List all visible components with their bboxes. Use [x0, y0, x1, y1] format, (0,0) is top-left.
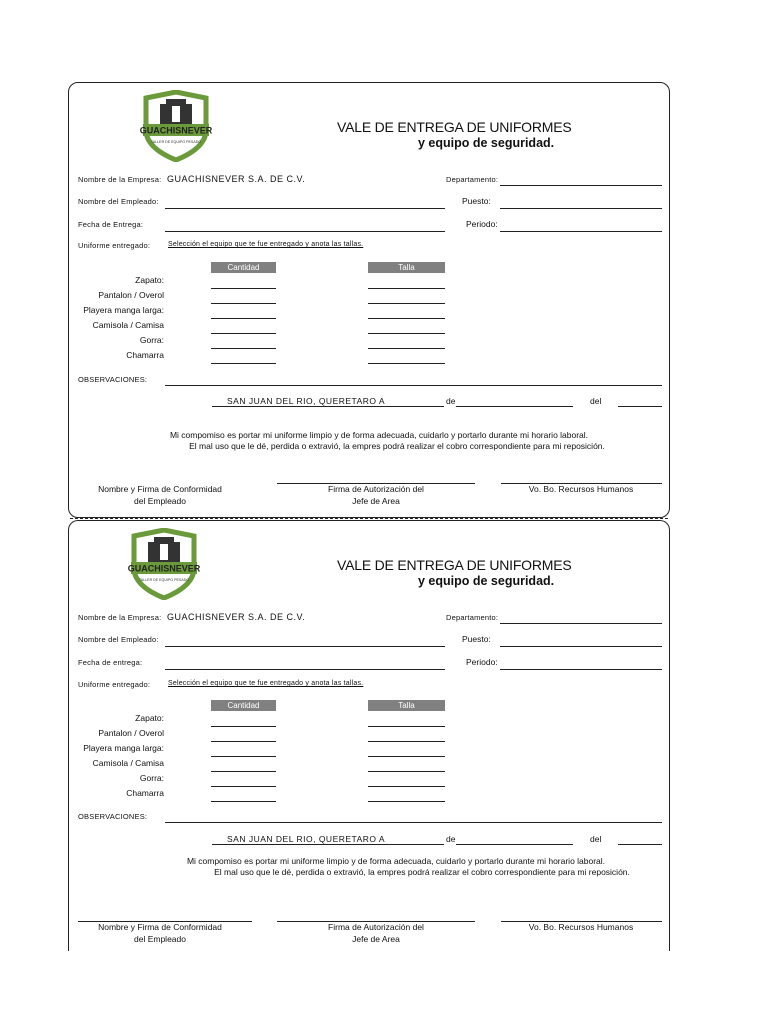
talla-field[interactable]	[368, 288, 445, 289]
talla-field[interactable]	[368, 363, 445, 364]
cantidad-field[interactable]	[211, 801, 276, 802]
departamento-field[interactable]	[500, 623, 662, 624]
company-logo	[126, 528, 202, 600]
empleado-field[interactable]	[165, 646, 445, 647]
lugar-line	[212, 844, 444, 845]
form-title: VALE DE ENTREGA DE UNIFORMES	[337, 119, 572, 135]
empleado-field[interactable]	[165, 208, 445, 209]
item-pantalon: Pantalon / Overol	[98, 290, 164, 300]
periodo-field[interactable]	[500, 669, 662, 670]
puesto-label: Puesto:	[462, 196, 491, 206]
logo-text: GUACHISNEVER	[127, 563, 201, 574]
talla-field[interactable]	[368, 333, 445, 334]
fecha-label: Fecha de entrega:	[78, 658, 143, 667]
puesto-field[interactable]	[500, 646, 662, 647]
del-label: del	[590, 396, 602, 406]
cantidad-field[interactable]	[211, 363, 276, 364]
observaciones-field[interactable]	[165, 822, 662, 823]
cantidad-field[interactable]	[211, 348, 276, 349]
puesto-label: Puesto:	[462, 634, 491, 644]
cut-line	[70, 518, 668, 519]
item-playera: Playera manga larga:	[83, 305, 164, 315]
firma-rh-label: Vo. Bo. Recursos Humanos	[528, 484, 634, 494]
cantidad-header: Cantidad	[211, 262, 276, 273]
observaciones-field[interactable]	[165, 385, 662, 386]
departamento-label: Departamento:	[446, 613, 499, 622]
compromiso-line-1: Mi compomiso es portar mi uniforme limpio y de forma adecuada, cuidarlo y portarlo durante mi horario laboral.	[186, 856, 606, 866]
firma-empleado-text-2: del Empleado	[134, 934, 186, 944]
fecha-label: Fecha de Entrega:	[78, 220, 144, 229]
logo-text: GUACHISNEVER	[139, 125, 213, 136]
empresa-value[interactable]: GUACHISNEVER S.A. DE C.V.	[167, 612, 306, 622]
talla-field[interactable]	[368, 786, 445, 787]
departamento-label: Departamento:	[446, 175, 499, 184]
anio-field[interactable]	[618, 844, 662, 845]
fecha-field[interactable]	[165, 669, 445, 670]
firma-empleado-text-2: del Empleado	[134, 496, 186, 506]
firma-empleado-text-1: Nombre y Firma de Conformidad	[98, 922, 222, 932]
item-gorra: Gorra:	[139, 335, 164, 345]
talla-header: Talla	[368, 262, 445, 273]
talla-field[interactable]	[368, 741, 445, 742]
cantidad-field[interactable]	[211, 726, 276, 727]
uniforme-note: Selección el equipo que te fue entregado y anota las tallas.	[168, 241, 364, 248]
observaciones-label: OBSERVACIONES:	[78, 375, 148, 384]
lugar-line	[212, 406, 444, 407]
firma-jefe-text-1: Firma de Autorización del	[328, 922, 424, 932]
firma-jefe-text-2: Jefe de Area	[352, 496, 400, 506]
fecha-field[interactable]	[165, 231, 445, 232]
company-logo	[138, 90, 214, 162]
item-camisola: Camisola / Camisa	[92, 320, 164, 330]
item-chamarra: Chamarra	[126, 788, 164, 798]
talla-field[interactable]	[368, 771, 445, 772]
anio-field[interactable]	[618, 406, 662, 407]
firma-empleado-label	[60, 921, 260, 945]
item-chamarra: Chamarra	[126, 350, 164, 360]
talla-field[interactable]	[368, 348, 445, 349]
empresa-label: Nombre de la Empresa:	[78, 613, 162, 622]
periodo-label: Periodo:	[466, 219, 498, 229]
firma-jefe-text-1: Firma de Autorización del	[328, 484, 424, 494]
empresa-value[interactable]: GUACHISNEVER S.A. DE C.V.	[167, 174, 306, 184]
mes-field[interactable]	[456, 844, 573, 845]
compromiso-line-1: Mi compomiso es portar mi uniforme limpio y de forma adecuada, cuidarlo y portarlo durante mi horario laboral.	[169, 430, 589, 440]
item-zapato: Zapato:	[135, 713, 164, 723]
item-zapato: Zapato:	[135, 275, 164, 285]
empresa-label: Nombre de la Empresa:	[78, 175, 162, 184]
departamento-field[interactable]	[500, 185, 662, 186]
firma-jefe-text-2: Jefe de Area	[352, 934, 400, 944]
item-camisola: Camisola / Camisa	[92, 758, 164, 768]
item-pantalon: Pantalon / Overol	[98, 728, 164, 738]
lugar-text: SAN JUAN DEL RIO, QUERETARO A	[227, 834, 386, 844]
compromiso-line-2: El mal uso que le dé, perdida o extravió, la empres podrá realizar el cobro correspondiente para mi reposición.	[189, 441, 605, 451]
empleado-label: Nombre del Empleado:	[78, 197, 159, 206]
cantidad-field[interactable]	[211, 288, 276, 289]
form-subtitle: y equipo de seguridad.	[418, 136, 555, 150]
form-subtitle: y equipo de seguridad.	[418, 574, 555, 588]
logo-subtext: TALLER DE EQUIPO PESADO	[138, 578, 190, 582]
firma-empleado-text-1: Nombre y Firma de Conformidad	[98, 484, 222, 494]
observaciones-label: OBSERVACIONES:	[78, 812, 148, 821]
firma-empleado-label	[60, 483, 260, 507]
de-label: de	[446, 396, 456, 406]
firma-rh-label: Vo. Bo. Recursos Humanos	[528, 922, 634, 932]
cantidad-field[interactable]	[211, 771, 276, 772]
periodo-field[interactable]	[500, 231, 662, 232]
puesto-field[interactable]	[500, 208, 662, 209]
de-label: de	[446, 834, 456, 844]
item-playera: Playera manga larga:	[83, 743, 164, 753]
form-title: VALE DE ENTREGA DE UNIFORMES	[337, 557, 572, 573]
del-label: del	[590, 834, 602, 844]
logo-subtext: TALLER DE EQUIPO PESADO	[150, 140, 202, 144]
firma-jefe-label	[276, 483, 476, 507]
empleado-label: Nombre del Empleado:	[78, 635, 159, 644]
firma-jefe-label	[276, 921, 476, 945]
talla-header: Talla	[368, 700, 445, 711]
talla-field[interactable]	[368, 756, 445, 757]
uniforme-note: Selección el equipo que te fue entregado y anota las tallas.	[168, 680, 364, 687]
compromiso-line-2: El mal uso que le dé, perdida o extravió, la empres podrá realizar el cobro correspondiente para mi reposición.	[214, 867, 630, 877]
cantidad-field[interactable]	[211, 333, 276, 334]
periodo-label: Periodo:	[466, 657, 498, 667]
talla-field[interactable]	[368, 318, 445, 319]
cantidad-field[interactable]	[211, 741, 276, 742]
cantidad-field[interactable]	[211, 756, 276, 757]
talla-field[interactable]	[368, 303, 445, 304]
cantidad-field[interactable]	[211, 786, 276, 787]
talla-field[interactable]	[368, 726, 445, 727]
cantidad-field[interactable]	[211, 318, 276, 319]
talla-field[interactable]	[368, 801, 445, 802]
cantidad-header: Cantidad	[211, 700, 276, 711]
cantidad-field[interactable]	[211, 303, 276, 304]
item-gorra: Gorra:	[139, 773, 164, 783]
uniforme-label: Uniforme entregado:	[78, 241, 151, 250]
mes-field[interactable]	[456, 406, 573, 407]
lugar-text: SAN JUAN DEL RIO, QUERETARO A	[227, 396, 386, 406]
uniforme-label: Uniforme entregado:	[78, 680, 151, 689]
